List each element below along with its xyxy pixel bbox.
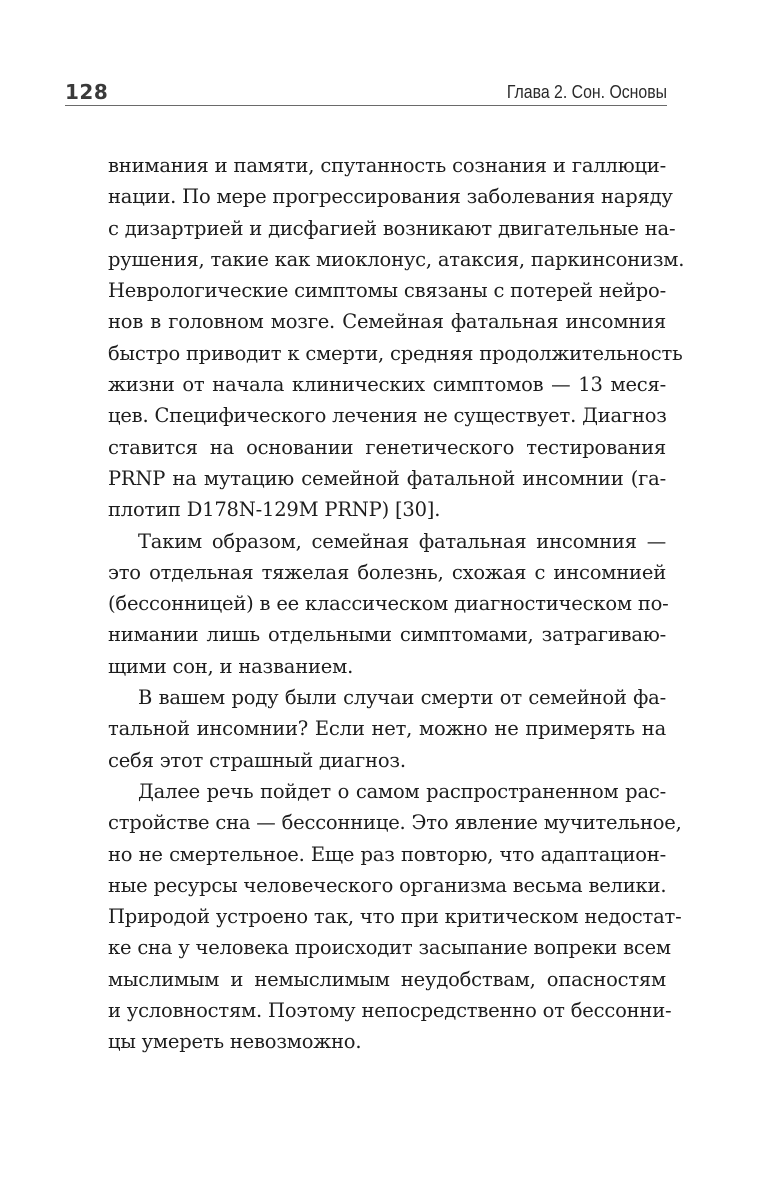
text-line: жизни от начала клинических симптомов — 13 меся-	[108, 373, 666, 397]
text-line: себя этот страшный диагноз.	[108, 748, 406, 772]
text-line: ставится на основании генетического тестирования	[108, 435, 666, 459]
text-line: и условностям. Поэтому непосредственно от бессонни-	[108, 999, 672, 1023]
paragraph	[108, 682, 666, 776]
body-text	[108, 150, 685, 1058]
page-number: 128	[65, 80, 109, 104]
text-line: Неврологические симптомы связаны с потерей нейро-	[108, 279, 666, 303]
text-line: ке сна у человека происходит засыпание вопреки всем	[108, 936, 671, 960]
running-head: Глава 2. Сон. Основы	[506, 82, 667, 102]
page-header	[65, 78, 667, 108]
text-line: мыслимым и немыслимым неудобствам, опасностям	[108, 967, 666, 991]
text-line: с дизартрией и дисфагией возникают двигательные на-	[108, 216, 676, 240]
text-line: рушения, такие как миоклонус, атаксия, паркинсонизм.	[108, 247, 685, 271]
text-line: это отдельная тяжелая болезнь, схожая с инсомнией	[108, 560, 666, 584]
text-line: плотип D178N-129M PRNP) [30].	[108, 498, 441, 522]
text-line: нимании лишь отдельными симптомами, затрагиваю-	[108, 623, 666, 647]
text-line: PRNP на мутацию семейной фатальной инсомнии (га-	[108, 466, 666, 490]
text-line: (бессонницей) в ее классическом диагностическом по-	[108, 592, 669, 616]
text-line: внимания и памяти, спутанность сознания и галлюци-	[108, 154, 666, 177]
text-line: цев. Специфического лечения не существует. Диагноз	[108, 404, 667, 428]
paragraph	[108, 776, 682, 1058]
text-line: быстро приводит к смерти, средняя продолжительность	[108, 341, 683, 365]
text-line: В вашем роду были случаи смерти от семейной фа-	[138, 686, 666, 710]
text-line: тальной инсомнии? Если нет, можно не примерять на	[108, 717, 666, 741]
text-line: Далее речь пойдет о самом распространенном рас-	[138, 779, 666, 803]
text-line: Таким образом, семейная фатальная инсомния —	[138, 529, 666, 553]
text-line: цы умереть невозможно.	[108, 1030, 362, 1054]
paragraph	[108, 150, 685, 526]
header-rule	[65, 105, 667, 106]
text-line: нации. По мере прогрессирования заболевания наряду	[108, 185, 673, 209]
text-line: стройстве сна — бессоннице. Это явление мучительное,	[108, 811, 682, 835]
text-line: щими сон, и названием.	[108, 654, 354, 678]
text-line: Природой устроено так, что при критическом недостат-	[108, 905, 682, 929]
paragraph	[108, 526, 669, 682]
text-line: нов в головном мозге. Семейная фатальная инсомния	[108, 310, 666, 334]
text-line: но не смертельное. Еще раз повторю, что адаптацион-	[108, 842, 666, 866]
text-line: ные ресурсы человеческого организма весьма велики.	[108, 873, 667, 897]
